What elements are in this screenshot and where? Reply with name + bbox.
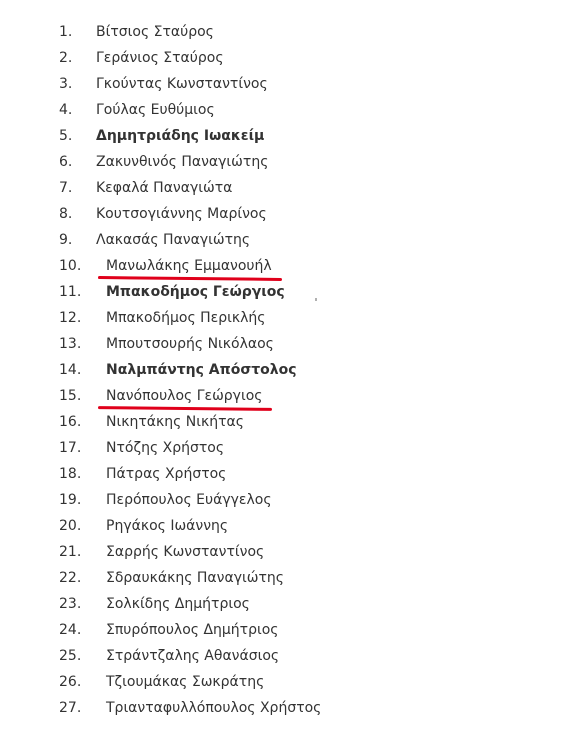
list-item-name: Σαρρής Κωνσταντίνος [106,544,265,560]
list-item-name: Σολκίδης Δημήτριος [106,596,250,612]
list-item-number: 13. [59,336,82,352]
list-item-name: Νικητάκης Νικήτας [106,414,244,430]
list-item-name: Τζιουμάκας Σωκράτης [106,674,265,690]
list-item-name: Λακασάς Παναγιώτης [96,232,251,248]
list-item-name: Μπουτσουρής Νικόλαος [106,336,274,352]
list-item-number: 21. [59,544,82,560]
list-item-number: 3. [59,76,73,92]
list-item-number: 17. [59,440,82,456]
list-item-name: Ντόζης Χρήστος [106,440,225,456]
list-item-name: Ρηγάκος Ιωάννης [106,518,229,534]
list-item-number: 18. [59,466,82,482]
list-item-name: Σδραυκάκης Παναγιώτης [106,570,284,586]
list-item-name: Βίτσιος Σταύρος [96,24,214,40]
list-item-number: 25. [59,648,82,664]
list-item-number: 27. [59,700,82,716]
list-item-number: 26. [59,674,82,690]
list-item-number: 16. [59,414,82,430]
list-item-name: Σπυρόπουλος Δημήτριος [106,622,279,638]
list-item-number: 1. [59,24,73,40]
list-item-number: 9. [59,232,73,248]
list-item-number: 6. [59,154,73,170]
list-item-name: Κουτσογιάννης Μαρίνος [96,206,267,222]
list-item-number: 24. [59,622,82,638]
list-item-number: 2. [59,50,73,66]
list-item-name: Γεράνιος Σταύρος [96,50,224,66]
list-item-number: 5. [59,128,73,144]
list-item-name: Νανόπουλος Γεώργιος [106,388,263,404]
list-item-name: Πάτρας Χρήστος [106,466,227,482]
list-item-name: Περόπουλος Ευάγγελος [106,492,272,508]
list-item-number: 11. [59,284,82,300]
list-item-name: Γούλας Ευθύμιος [96,102,215,118]
list-item-number: 23. [59,596,82,612]
list-item-name: Κεφαλά Παναγιώτα [96,180,233,196]
list-item-name: Τριανταφυλλόπουλος Χρήστος [106,700,322,716]
list-item-name: Μανωλάκης Εμμανουήλ [106,258,272,274]
list-item-number: 4. [59,102,73,118]
list-item-number: 20. [59,518,82,534]
list-item-name-bold: Μπακοδήμος Γεώργιος [106,284,285,300]
list-item-number: 22. [59,570,82,586]
list-item-name: Στράντζαλης Αθανάσιος [106,648,280,664]
list-item-number: 8. [59,206,73,222]
list-item-name: Γκούντας Κωνσταντίνος [96,76,268,92]
list-item-number: 12. [59,310,82,326]
list-item-name: Ζακυνθινός Παναγιώτης [96,154,269,170]
list-item-number: 10. [59,258,82,274]
list-item-name-bold: Δημητριάδης Ιωακείμ [96,128,265,144]
stray-dot [315,298,317,301]
list-item-number: 14. [59,362,82,378]
list-item-number: 7. [59,180,73,196]
list-item-name-bold: Ναλμπάντης Απόστολος [106,362,297,378]
list-item-number: 15. [59,388,82,404]
list-item-name: Μπακοδήμος Περικλής [106,310,266,326]
list-item-number: 19. [59,492,82,508]
